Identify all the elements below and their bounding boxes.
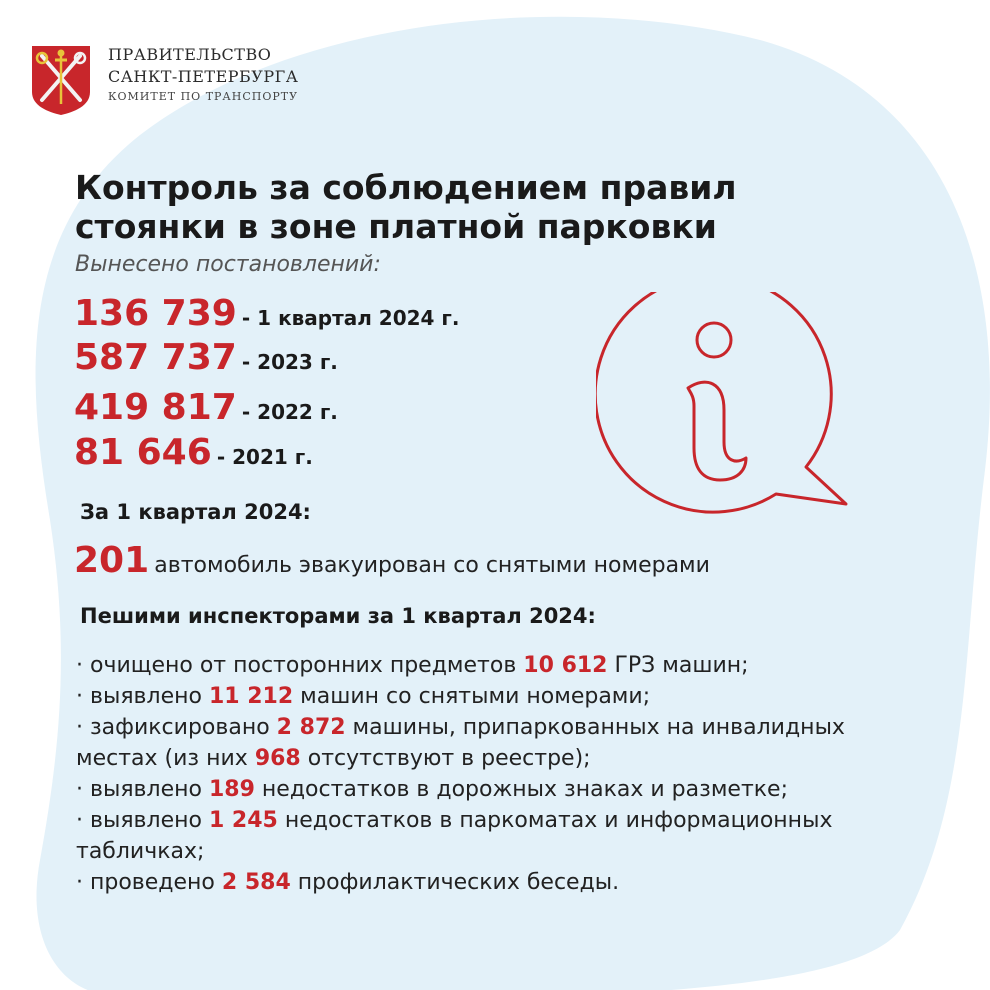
quarter-heading: За 1 квартал 2024: bbox=[80, 500, 311, 524]
item-text: · выявлено bbox=[76, 684, 209, 709]
item-text: · зафиксировано bbox=[76, 715, 277, 740]
inspector-results-list bbox=[76, 650, 906, 898]
stat-row bbox=[74, 387, 338, 428]
list-item bbox=[76, 867, 906, 898]
stat-value: 587 737 bbox=[74, 337, 237, 378]
list-item bbox=[76, 650, 906, 681]
item-text: недостатков в паркоматах и информационных табличках; bbox=[76, 808, 833, 864]
evacuated-value: 201 bbox=[74, 540, 150, 581]
info-speech-bubble-icon bbox=[596, 292, 856, 532]
stat-value: 136 739 bbox=[74, 293, 237, 334]
item-text: · проведено bbox=[76, 870, 222, 895]
header-line-3: КОМИТЕТ ПО ТРАНСПОРТУ bbox=[108, 90, 299, 103]
stat-label: - 2021 г. bbox=[216, 445, 313, 469]
item-text: · выявлено bbox=[76, 777, 209, 802]
header-line-2: САНКТ-ПЕТЕРБУРГА bbox=[108, 67, 299, 86]
page-title: Контроль за соблюдением правил стоянки в зоне платной парковки bbox=[75, 168, 737, 246]
stat-value: 419 817 bbox=[74, 387, 237, 428]
stat-label: - 2022 г. bbox=[241, 400, 338, 424]
subtitle: Вынесено постановлений: bbox=[75, 252, 381, 277]
header-line-1: ПРАВИТЕЛЬСТВО bbox=[108, 45, 272, 64]
st-petersburg-crest-icon bbox=[30, 44, 92, 116]
item-number: 189 bbox=[208, 777, 255, 802]
evacuated-text: автомобиль эвакуирован со снятыми номерами bbox=[154, 553, 710, 578]
item-number: 10 612 bbox=[523, 653, 608, 678]
item-number: 1 245 bbox=[208, 808, 278, 833]
item-text: · выявлено bbox=[76, 808, 209, 833]
item-text: профилактических беседы. bbox=[290, 870, 620, 895]
stat-row bbox=[74, 293, 459, 334]
inspectors-heading: Пешими инспекторами за 1 квартал 2024: bbox=[80, 604, 596, 628]
item-text: ГРЗ машин; bbox=[607, 653, 749, 678]
item-text: · очищено от посторонних предметов bbox=[76, 653, 524, 678]
item-number: 968 bbox=[254, 746, 301, 771]
list-item bbox=[76, 774, 906, 805]
evacuated-row bbox=[74, 540, 710, 581]
stat-value: 81 646 bbox=[74, 432, 212, 473]
stat-label: - 2023 г. bbox=[241, 350, 338, 374]
item-number: 2 584 bbox=[221, 870, 291, 895]
stat-row bbox=[74, 337, 338, 378]
government-header bbox=[108, 44, 298, 106]
item-text: машины, припаркованных на инвалидных местах (из них bbox=[76, 715, 845, 771]
stat-row bbox=[74, 432, 313, 473]
item-text: машин со снятыми номерами; bbox=[293, 684, 651, 709]
item-text: отсутствуют в реестре); bbox=[300, 746, 591, 771]
stat-label: - 1 квартал 2024 г. bbox=[241, 306, 460, 330]
list-item bbox=[76, 805, 906, 867]
item-text: недостатков в дорожных знаках и разметке; bbox=[254, 777, 789, 802]
list-item bbox=[76, 681, 906, 712]
list-item bbox=[76, 712, 906, 774]
item-number: 2 872 bbox=[276, 715, 346, 740]
item-number: 11 212 bbox=[208, 684, 294, 709]
